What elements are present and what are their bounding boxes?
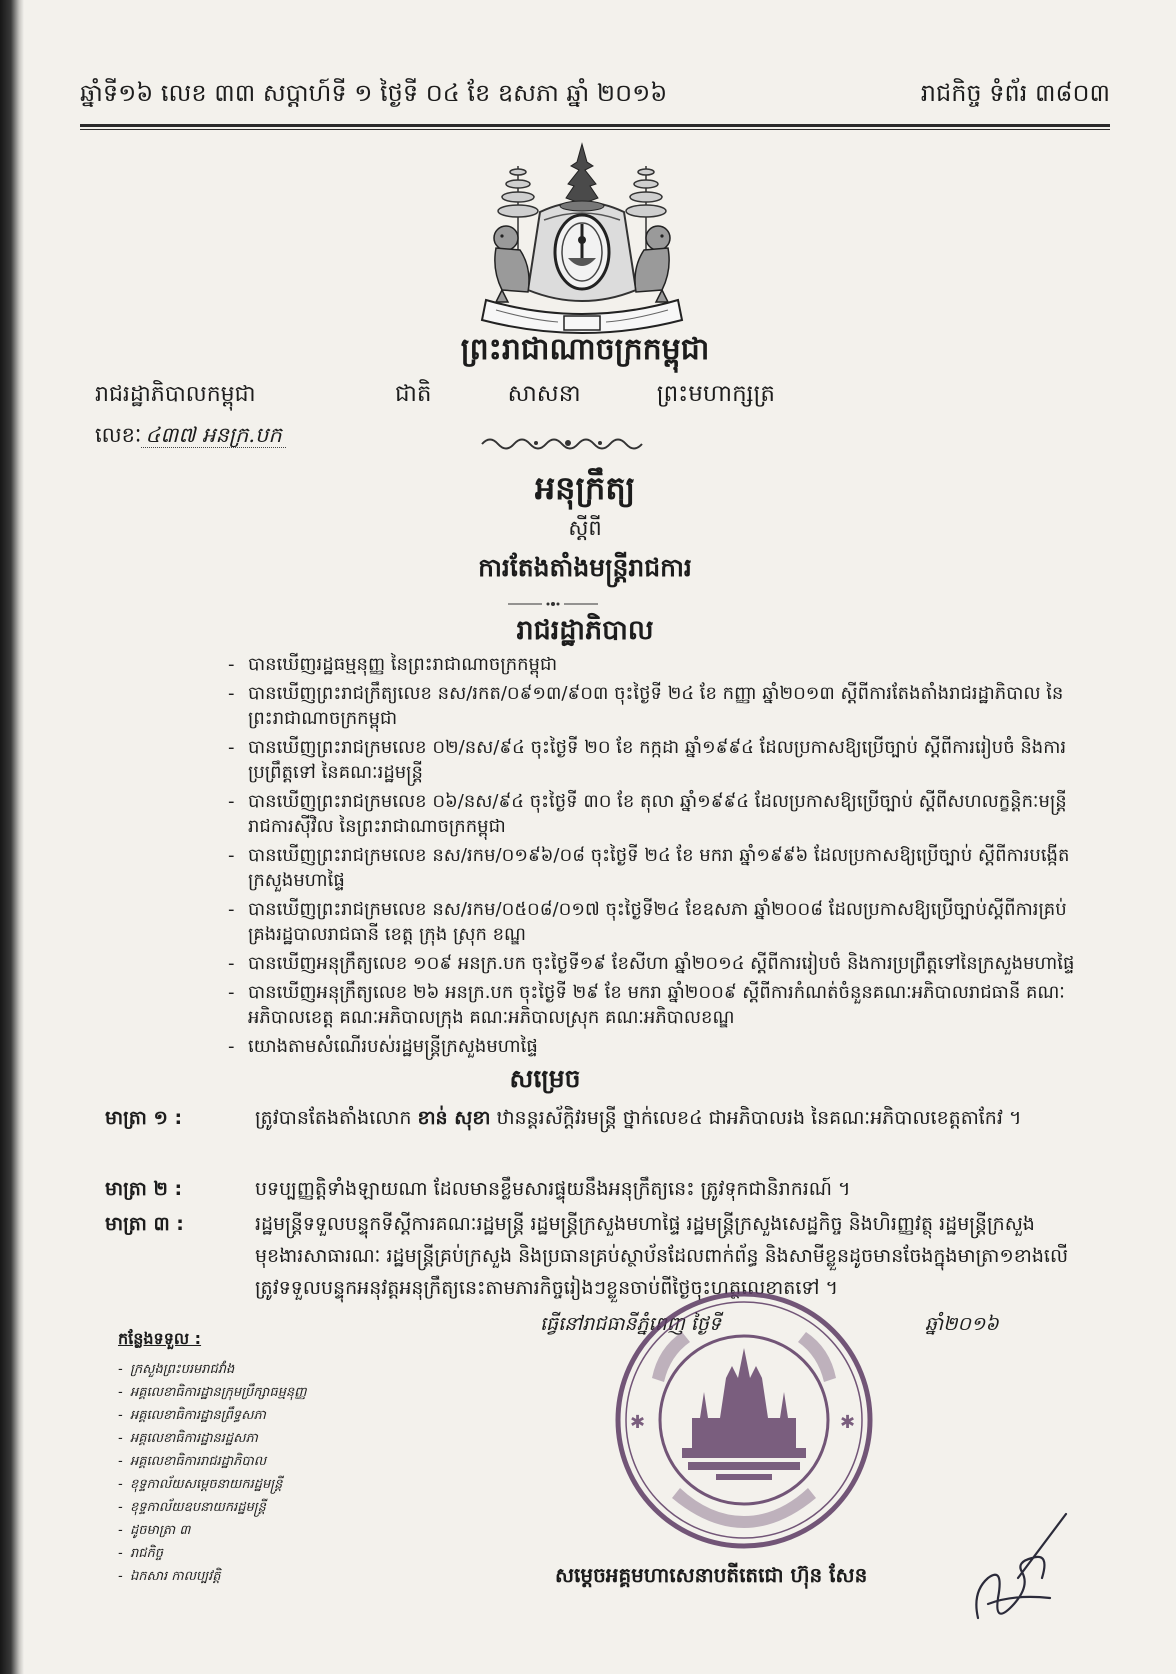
bullet-dash: -: [118, 1500, 123, 1515]
bullet-dash: -: [228, 899, 235, 920]
consideration-text: បានឃើញព្រះរាជក្រមលេខ នស/រកម/០១៩៦/០៨ ចុះថ្ងៃទី ២៤ ខែ មករា ឆ្នាំ១៩៩៦ ដែលប្រកាសឱ្យប្រើច្បាប់ ស្តីពីការបង្កើតក្រសួងមហាផ្ទៃ: [248, 845, 1070, 891]
article-text: រដ្ឋមន្ត្រីទទួលបន្ទុកទីស្តីការគណៈរដ្ឋមន្ត្រី រដ្ឋមន្ត្រីក្រសួងមហាផ្ទៃ រដ្ឋមន្ត្រីក្រសួងសេដ្ឋកិច្ច និងហិរញ្ញវត្ថុ រដ្ឋមន្ត្រីក្រសួងមុខងារសាធារណៈ រដ្ឋមន្ត្រីគ្រប់ក្រសួង និងប្រធានគ្រប់ស្ថាប័នដែលពាក់ព័ន្ធ និងសាមីខ្លួនដូចមានចែងក្នុងមាត្រា១ខាងលើ ត្រូវទទួលបន្ទុកអនុវត្តអនុក្រឹត្យនេះតាមភារកិច្ចរៀងៗខ្លួនចាប់ពីថ្ងៃចុះហត្ថលេខាតទៅ ។: [255, 1213, 1069, 1299]
kingdom-name: ព្រះរាជាណាចក្រកម្ពុជា: [460, 332, 710, 367]
gazette-header: [80, 78, 1110, 113]
signing-year: ឆ្នាំ២០១៦: [925, 1313, 999, 1335]
article-1: [105, 1102, 1095, 1134]
government-heading: រាជរដ្ឋាភិបាល: [516, 615, 654, 646]
document-about: ស្តីពី: [568, 516, 602, 540]
bullet-dash: -: [118, 1546, 123, 1561]
document-type: អនុក្រឹត្យ: [534, 469, 636, 507]
bullet-dash: -: [118, 1408, 123, 1423]
issuing-authority: រាជរដ្ឋាភិបាលកម្ពុជា: [95, 382, 256, 407]
svg-text:✱: ✱: [840, 1412, 856, 1433]
bullet-dash: -: [118, 1362, 123, 1377]
bullet-dash: -: [228, 953, 235, 974]
consideration-text: បានឃើញអនុក្រឹត្យលេខ ២៦ អនក្រ.បក ចុះថ្ងៃទី ២៩ ខែ មករា ឆ្នាំ២០០៩ ស្តីពីការកំណត់ចំនួនគណៈអភិបាលរាជធានី គណៈអភិបាលខេត្ត គណៈអភិបាលក្រុង គណៈអភិបាលស្រុក គណៈអភិបាលខណ្ឌ: [248, 982, 1065, 1028]
recipient-name: អគ្គលេខាធិការដ្ឋានព្រឹទ្ធសភា: [130, 1408, 266, 1423]
bullet-dash: -: [118, 1454, 123, 1469]
article-label: មាត្រា ២ :: [105, 1178, 183, 1200]
header-double-rule: [80, 124, 1110, 130]
list-item: [118, 1473, 378, 1496]
list-item: [118, 1496, 378, 1519]
recipients-block: [118, 1328, 378, 1588]
list-item: [118, 1381, 378, 1404]
recipient-name: រាជកិច្ច: [130, 1546, 164, 1561]
article-text-part: ឋានន្តរស័ក្តិវរមន្ត្រី ថ្នាក់លេខ៤ ជាអភិបាលរង នៃគណៈអភិបាលខេត្តតាកែវ ។: [496, 1107, 1022, 1129]
list-item: [118, 1358, 378, 1381]
article-text: [255, 1102, 1095, 1134]
considerations-list: [228, 652, 1088, 1063]
article-label: មាត្រា ៣ :: [105, 1213, 184, 1235]
bullet-dash: -: [228, 683, 235, 704]
recipient-name: ក្រសួងព្រះបរមរាជវាំង: [130, 1362, 235, 1377]
list-item: [228, 843, 1088, 893]
svg-text:✱: ✱: [630, 1412, 646, 1433]
signatory-name: សម្តេចអគ្គមហាសេនាបតីតេជោ ហ៊ុន សែន: [555, 1563, 868, 1587]
bullet-dash: -: [118, 1477, 123, 1492]
consideration-text: បានឃើញព្រះរាជក្រមលេខ ០២/នស/៩៤ ចុះថ្ងៃទី ២០ ខែ កក្កដា ឆ្នាំ១៩៩៤ ដែលប្រកាសឱ្យប្រើច្បាប់ ស្តីពីការរៀបចំ និងការប្រព្រឹត្តទៅ នៃគណៈរដ្ឋមន្ត្រី: [248, 737, 1067, 783]
recipient-name: អគ្គលេខាធិការដ្ឋានរដ្ឋសភា: [130, 1431, 258, 1446]
article-label: មាត្រា ១ :: [105, 1107, 183, 1129]
recipient-name: ឯកសារ កាលប្បវត្តិ: [130, 1569, 221, 1584]
bullet-dash: -: [228, 982, 235, 1003]
bullet-dash: -: [118, 1385, 123, 1400]
recipient-name: ខុទ្ទកាល័យឧបនាយករដ្ឋមន្ត្រី: [130, 1500, 266, 1515]
appointee-name: ខាន់ សុខា: [417, 1107, 491, 1129]
list-item: [228, 681, 1088, 731]
bullet-dash: -: [228, 845, 235, 866]
bullet-dash: -: [118, 1431, 123, 1446]
decision-heading: សម្រេច: [509, 1064, 581, 1093]
royal-coat-of-arms-icon: [472, 140, 692, 340]
bullet-dash: -: [228, 791, 235, 812]
handwritten-signature-icon: [958, 1508, 1070, 1632]
recipient-name: ដូចមាត្រា ៣: [130, 1523, 191, 1538]
list-item: [228, 652, 1088, 677]
motto-religion: សាសនា: [507, 381, 581, 407]
article-text-part: ត្រូវបានតែងតាំងលោក: [255, 1107, 412, 1129]
bullet-dash: -: [228, 1036, 235, 1057]
ornament-divider-icon: [478, 432, 658, 454]
list-item: [228, 951, 1088, 976]
small-divider-icon: [508, 600, 598, 608]
list-item: [228, 980, 1088, 1030]
article-3: [105, 1208, 1095, 1304]
official-seal-icon: [612, 1288, 876, 1552]
article-text: បទប្បញ្ញត្តិទាំងឡាយណា ដែលមានខ្លឹមសារផ្ទុយនឹងអនុក្រឹត្យនេះ ត្រូវទុកជានិរាករណ៍ ។: [255, 1178, 851, 1200]
scan-edge-shadow: [0, 0, 24, 1674]
document-number-label: លេខៈ: [95, 423, 142, 447]
list-item: [118, 1519, 378, 1542]
list-item: [228, 897, 1088, 947]
national-motto: [395, 380, 775, 413]
bullet-dash: -: [228, 654, 235, 675]
consideration-text: បានឃើញព្រះរាជក្រមលេខ នស/រកម/០៥០៨/០១៧ ចុះថ្ងៃទី២៤ ខែឧសភា ឆ្នាំ២០០៨ ដែលប្រកាសឱ្យប្រើច្បាប់ស្តីពីការគ្រប់គ្រងរដ្ឋបាលរាជធានី ខេត្ត ក្រុង ស្រុក ខណ្ឌ: [248, 899, 1067, 945]
bullet-dash: -: [118, 1569, 123, 1584]
consideration-text: បានឃើញព្រះរាជក្រឹត្យលេខ នស/រកត/០៩១៣/៩០៣ ចុះថ្ងៃទី ២៤ ខែ កញ្ញា ឆ្នាំ២០១៣ ស្តីពីការតែងតាំងរាជរដ្ឋាភិបាល នៃព្រះរាជាណាចក្រកម្ពុជា: [248, 683, 1064, 729]
recipient-name: អគ្គលេខាធិការដ្ឋានក្រុមប្រឹក្សាធម្មនុញ្ញ: [130, 1385, 307, 1400]
document-number: [95, 422, 286, 453]
list-item: [118, 1427, 378, 1450]
motto-king: ព្រះមហាក្សត្រ: [656, 381, 775, 407]
list-item: [228, 735, 1088, 785]
list-item: [118, 1565, 378, 1588]
document-number-handwritten: ៤៣៧ អនក្រ.បក: [141, 423, 285, 448]
list-item: [118, 1404, 378, 1427]
list-item: [228, 1034, 1088, 1059]
document-subject: ការតែងតាំងមន្ត្រីរាជការ: [478, 553, 692, 582]
gazette-page-number: រាជកិច្ច ទំព័រ ៣៨០៣: [920, 79, 1110, 107]
list-item: [118, 1542, 378, 1565]
recipient-name: ខុទ្ទកាល័យសម្តេចនាយករដ្ឋមន្ត្រី: [130, 1477, 283, 1492]
bullet-dash: -: [228, 737, 235, 758]
recipient-name: អគ្គលេខាធិការរាជរដ្ឋាភិបាល: [130, 1454, 267, 1469]
consideration-text: បានឃើញរដ្ឋធម្មនុញ្ញ នៃព្រះរាជាណាចក្រកម្ពុជា: [248, 654, 558, 675]
motto-nation: ជាតិ: [395, 381, 432, 407]
consideration-text: បានឃើញអនុក្រឹត្យលេខ ១០៩ អនក្រ.បក ចុះថ្ងៃទី១៩ ខែសីហា ឆ្នាំ២០១៤ ស្តីពីការរៀបចំ និងការប្រព្រឹត្តទៅនៃក្រសួងមហាផ្ទៃ: [248, 953, 1075, 974]
bullet-dash: -: [118, 1523, 123, 1538]
gazette-issue-line: ឆ្នាំទី១៦ លេខ ៣៣ សប្តាហ៍ទី ១ ថ្ងៃទី ០៤ ខែ ឧសភា ឆ្នាំ ២០១៦: [80, 79, 668, 107]
list-item: [118, 1450, 378, 1473]
article-2: [105, 1173, 1095, 1205]
consideration-text: យោងតាមសំណើរបស់រដ្ឋមន្ត្រីក្រសួងមហាផ្ទៃ: [248, 1036, 538, 1057]
signing-place-date: ធ្វើនៅរាជធានីភ្នំពេញ ថ្ងៃទី: [540, 1313, 721, 1335]
list-item: [228, 789, 1088, 839]
consideration-text: បានឃើញព្រះរាជក្រមលេខ ០៦/នស/៩៤ ចុះថ្ងៃទី ៣០ ខែ តុលា ឆ្នាំ១៩៩៤ ដែលប្រកាសឱ្យប្រើច្បាប់ ស្តីពីសហលក្ខន្តិកៈមន្ត្រីរាជការស៊ីវិល នៃព្រះរាជាណាចក្រកម្ពុជា: [248, 791, 1067, 837]
recipients-heading: កន្លែងទទួល :: [118, 1329, 202, 1348]
